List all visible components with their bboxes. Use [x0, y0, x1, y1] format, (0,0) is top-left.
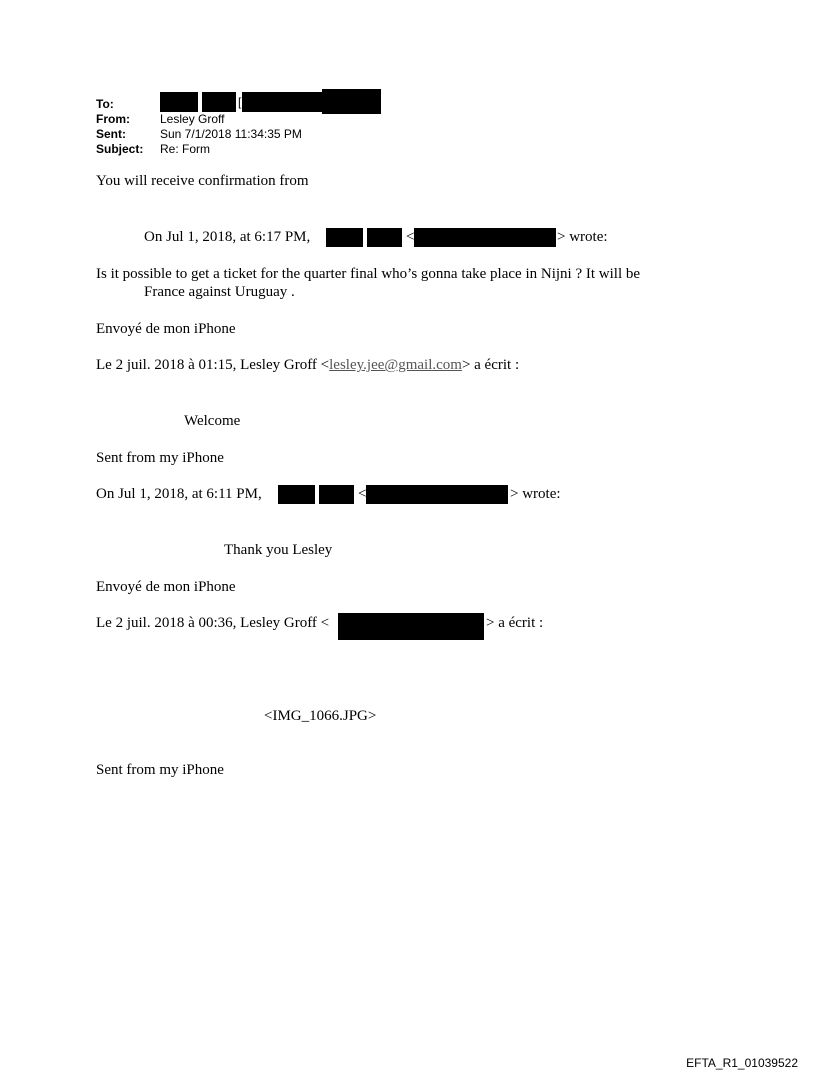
redaction-block [326, 228, 363, 247]
to-label: To: [96, 97, 114, 111]
attachment-line: <IMG_1066.JPG> [264, 708, 377, 724]
subject-value: Re: Form [160, 142, 211, 156]
le2-suffix: > a écrit : [486, 615, 544, 631]
sent-label: Sent: [96, 127, 126, 141]
quote1-prefix: On Jul 1, 2018, at 6:17 PM, [144, 229, 311, 245]
email-link[interactable]: lesley.jee@gmail.com [329, 357, 462, 373]
le1-suffix: > a écrit : [461, 357, 520, 373]
subject-label: Subject: [96, 142, 144, 156]
quote2-lt: < [358, 486, 367, 502]
redaction-block [278, 485, 315, 504]
redaction-block [322, 89, 381, 114]
thank-you-line: Thank you Lesley [224, 542, 333, 558]
question-line-1: Is it possible to get a ticket for the quarter final who’s gonna take place in Nijni ? It will be [96, 266, 641, 282]
redaction-block [414, 228, 556, 247]
welcome-line: Welcome [184, 413, 241, 429]
envoye-line-1: Envoyé de mon iPhone [96, 321, 236, 337]
body-line-confirmation: You will receive confirmation from [96, 173, 309, 189]
document-id: EFTA_R1_01039522 [686, 1056, 798, 1070]
quote2-prefix: On Jul 1, 2018, at 6:11 PM, [96, 486, 262, 502]
redaction-block [367, 228, 402, 247]
quote2-suffix: > wrote: [510, 486, 561, 502]
le2-prefix: Le 2 juil. 2018 à 00:36, Lesley Groff < [96, 615, 330, 631]
quote1-lt: < [406, 229, 415, 245]
le-line-1 [96, 357, 519, 374]
redaction-block [319, 485, 354, 504]
from-value: Lesley Groff [160, 112, 225, 126]
redaction-block [242, 92, 322, 112]
redaction-block [202, 92, 236, 112]
question-line-2: France against Uruguay . [144, 284, 295, 300]
sent-from-iphone-2: Sent from my iPhone [96, 762, 224, 778]
envoye-line-2: Envoyé de mon iPhone [96, 579, 236, 595]
redaction-block [338, 613, 484, 640]
quote1-suffix: > wrote: [557, 229, 608, 245]
sent-value: Sun 7/1/2018 11:34:35 PM [160, 127, 302, 141]
redaction-block [366, 485, 508, 504]
redaction-block [160, 92, 198, 112]
sent-from-iphone-1: Sent from my iPhone [96, 450, 224, 466]
bracket-fragment: [ [238, 95, 242, 109]
le1-prefix: Le 2 juil. 2018 à 01:15, Lesley Groff < [96, 357, 330, 373]
from-label: From: [96, 112, 130, 126]
